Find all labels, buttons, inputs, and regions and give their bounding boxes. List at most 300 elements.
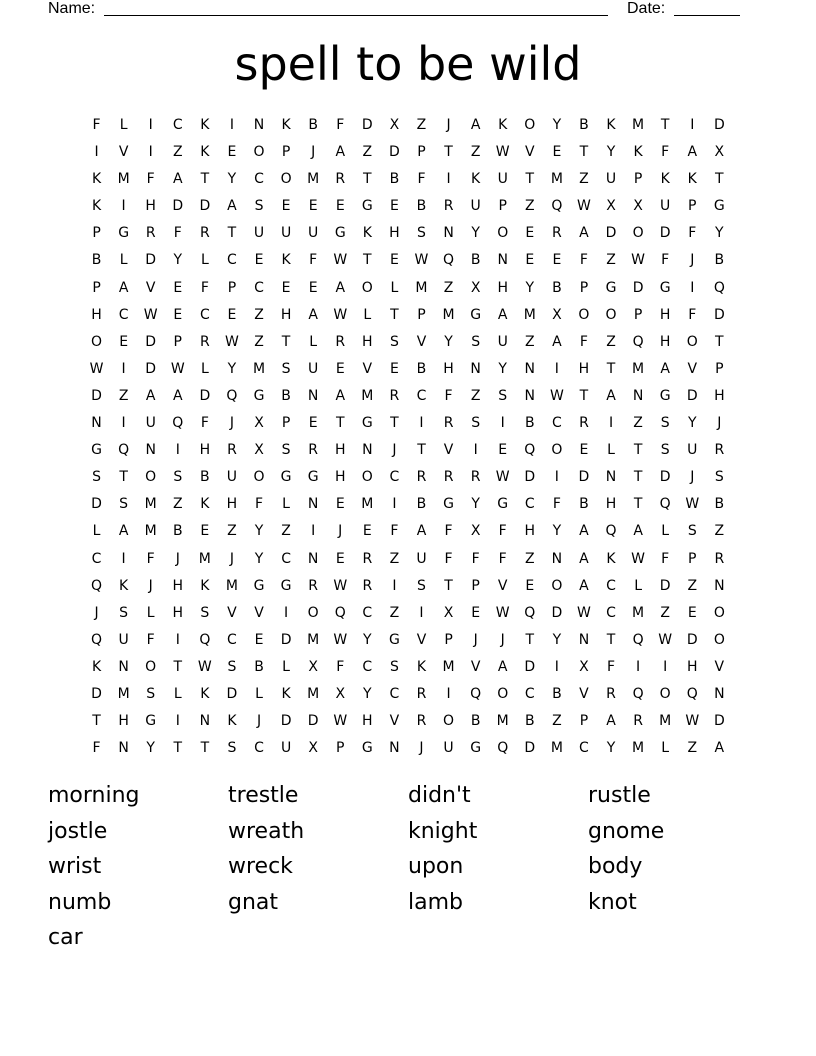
- grid-row: [83, 491, 733, 518]
- grid-letter: J: [311, 144, 316, 161]
- grid-letter: H: [524, 523, 536, 540]
- grid-letter: E: [308, 415, 318, 432]
- grid-letter: S: [119, 496, 129, 513]
- grid-letter: P: [281, 415, 291, 432]
- grid-letter: P: [498, 198, 507, 215]
- grid-letter: H: [334, 469, 346, 486]
- grid-letter: L: [607, 442, 615, 459]
- grid-letter: I: [608, 415, 614, 432]
- grid-letter: B: [308, 117, 318, 133]
- grid-letter: W: [658, 631, 673, 648]
- grid-letter: P: [281, 144, 291, 161]
- grid-letter: Z: [687, 740, 698, 757]
- grid-letter: F: [444, 387, 453, 404]
- grid-letter: Z: [687, 577, 698, 594]
- grid-letter: S: [389, 333, 399, 350]
- grid-letter: I: [636, 658, 641, 675]
- grid-letter: Q: [172, 415, 184, 432]
- grid-letter: M: [307, 685, 320, 702]
- grid-letter: M: [144, 496, 157, 513]
- grid-letter: H: [334, 442, 346, 459]
- grid-letter: S: [146, 685, 156, 702]
- grid-letter: T: [200, 171, 210, 188]
- grid-letter: O: [551, 577, 563, 594]
- grid-letter: W: [143, 306, 158, 323]
- grid-letter: G: [361, 415, 373, 432]
- grid-letter: M: [307, 631, 320, 648]
- grid-letter: J: [717, 415, 722, 432]
- grid-letter: I: [419, 415, 424, 432]
- grid-letter: H: [199, 442, 211, 459]
- grid-letter: E: [552, 252, 562, 269]
- grid-letter: U: [416, 550, 427, 567]
- grid-letter: P: [688, 550, 697, 567]
- grid-letter: F: [606, 658, 616, 675]
- grid-letter: F: [417, 171, 426, 188]
- grid-letter: D: [686, 631, 698, 648]
- grid-letter: D: [551, 604, 563, 621]
- grid-letter: S: [281, 442, 291, 459]
- grid-letter: R: [606, 685, 616, 702]
- grid-letter: D: [659, 577, 671, 594]
- grid-letter: U: [687, 442, 698, 459]
- word-list-item: knight: [408, 818, 478, 844]
- grid-letter: L: [634, 577, 642, 594]
- grid-letter: X: [470, 523, 481, 540]
- grid-letter: Q: [443, 252, 455, 269]
- grid-letter: I: [392, 577, 397, 594]
- grid-letter: J: [229, 550, 234, 567]
- grid-letter: W: [333, 306, 348, 323]
- grid-letter: F: [146, 550, 155, 567]
- grid-letter: I: [473, 442, 478, 459]
- grid-letter: C: [362, 604, 373, 621]
- grid-letter: E: [281, 198, 291, 215]
- grid-letter: S: [417, 577, 426, 594]
- grid-letter: Y: [227, 360, 237, 377]
- grid-letter: W: [549, 387, 564, 404]
- grid-letter: A: [579, 550, 589, 567]
- grid-letter: A: [118, 523, 129, 540]
- grid-letter: U: [118, 631, 129, 648]
- word-list-item: wrist: [48, 854, 102, 879]
- grid-letter: V: [687, 360, 698, 377]
- grid-letter: J: [690, 469, 695, 486]
- grid-letter: M: [496, 713, 509, 730]
- grid-letter: P: [633, 171, 643, 188]
- grid-letter: W: [631, 550, 646, 567]
- grid-letter: B: [524, 713, 535, 730]
- grid-letter: I: [148, 144, 153, 161]
- grid-letter: I: [663, 658, 668, 675]
- grid-letter: E: [173, 306, 183, 323]
- grid-letter: P: [633, 306, 643, 323]
- grid-letter: E: [471, 604, 481, 621]
- word-list-item: car: [48, 925, 83, 950]
- grid-letter: J: [473, 631, 478, 648]
- grid-letter: T: [363, 171, 372, 188]
- grid-letter: H: [714, 387, 725, 404]
- grid-letter: Z: [579, 171, 589, 188]
- grid-letter: C: [389, 469, 400, 486]
- grid-letter: M: [632, 740, 645, 757]
- grid-row: [83, 681, 733, 708]
- grid-letter: T: [227, 225, 237, 242]
- grid-letter: S: [227, 658, 237, 675]
- grid-letter: I: [690, 117, 695, 133]
- grid-letter: Y: [444, 333, 453, 350]
- grid-letter: L: [661, 740, 670, 757]
- grid-letter: D: [145, 360, 157, 377]
- grid-letter: P: [471, 577, 480, 594]
- grid-letter: K: [200, 144, 210, 161]
- grid-letter: T: [444, 144, 453, 161]
- grid-letter: O: [307, 604, 319, 621]
- name-blank-line: [104, 15, 608, 16]
- grid-letter: T: [390, 306, 399, 323]
- grid-letter: T: [633, 496, 643, 513]
- grid-letter: F: [498, 523, 507, 540]
- grid-letter: U: [660, 198, 671, 215]
- grid-row: [83, 329, 733, 356]
- grid-letter: S: [417, 225, 426, 242]
- grid-letter: Z: [524, 198, 535, 215]
- grid-letter: R: [335, 333, 346, 350]
- grid-letter: P: [92, 225, 101, 242]
- grid-letter: S: [471, 415, 481, 432]
- word-list-item: gnome: [588, 818, 665, 844]
- grid-letter: O: [524, 117, 536, 133]
- grid-letter: J: [419, 740, 424, 757]
- grid-letter: G: [605, 279, 617, 296]
- grid-letter: F: [552, 496, 561, 513]
- grid-letter: C: [254, 740, 264, 757]
- grid-letter: O: [145, 658, 157, 675]
- grid-letter: X: [579, 658, 589, 675]
- grid-letter: H: [172, 577, 184, 594]
- grid-letter: X: [254, 415, 264, 432]
- grid-letter: N: [253, 117, 265, 133]
- grid-letter: D: [199, 387, 211, 404]
- grid-letter: B: [281, 387, 291, 404]
- grid-letter: B: [470, 713, 481, 730]
- grid-letter: E: [335, 496, 345, 513]
- grid-letter: A: [606, 387, 616, 404]
- grid-letter: G: [443, 496, 454, 513]
- word-list-item: lamb: [408, 889, 463, 915]
- grid-letter: S: [660, 415, 670, 432]
- grid-letter: H: [362, 713, 373, 730]
- grid-letter: E: [119, 333, 129, 350]
- grid-letter: Q: [118, 442, 130, 459]
- grid-letter: E: [525, 252, 535, 269]
- grid-row: [83, 410, 733, 437]
- grid-letter: E: [525, 577, 535, 594]
- grid-letter: P: [715, 360, 724, 377]
- grid-letter: T: [92, 713, 101, 730]
- grid-letter: X: [335, 685, 346, 702]
- grid-letter: I: [554, 360, 559, 377]
- grid-letter: G: [91, 442, 102, 459]
- grid-row: [83, 708, 733, 735]
- grid-letter: S: [389, 658, 399, 675]
- grid-letter: K: [200, 117, 210, 133]
- grid-letter: R: [714, 442, 725, 459]
- grid-letter: N: [632, 387, 644, 404]
- grid-letter: S: [227, 740, 237, 757]
- grid-letter: O: [713, 631, 725, 648]
- grid-letter: I: [311, 523, 316, 540]
- grid-letter: X: [308, 740, 318, 757]
- grid-letter: W: [577, 604, 591, 621]
- grid-letter: D: [91, 387, 102, 404]
- grid-letter: N: [551, 550, 563, 567]
- grid-letter: W: [170, 360, 185, 377]
- grid-letter: T: [173, 658, 183, 675]
- grid-letter: A: [145, 387, 156, 404]
- grid-letter: G: [361, 198, 373, 215]
- grid-letter: C: [254, 279, 264, 296]
- grid-letter: A: [687, 144, 698, 161]
- grid-letter: V: [579, 685, 589, 702]
- grid-letter: O: [632, 225, 644, 242]
- grid-letter: N: [118, 740, 129, 757]
- grid-letter: F: [661, 252, 670, 269]
- grid-letter: W: [685, 713, 700, 730]
- grid-letter: C: [606, 604, 616, 621]
- grid-letter: H: [280, 306, 292, 323]
- grid-letter: D: [280, 713, 292, 730]
- grid-letter: A: [497, 306, 508, 323]
- grid-letter: H: [659, 333, 671, 350]
- grid-letter: T: [363, 252, 372, 269]
- grid-letter: Y: [471, 496, 480, 513]
- grid-row: [83, 546, 733, 573]
- word-list-item: trestle: [228, 783, 299, 808]
- grid-letter: C: [389, 685, 400, 702]
- grid-letter: Q: [686, 685, 698, 702]
- grid-letter: L: [282, 496, 290, 513]
- grid-row: [83, 302, 733, 329]
- grid-letter: T: [633, 469, 643, 486]
- grid-letter: Z: [552, 713, 562, 730]
- grid-letter: V: [362, 360, 373, 377]
- grid-letter: I: [175, 442, 180, 459]
- grid-letter: T: [715, 333, 724, 350]
- grid-letter: D: [145, 252, 157, 269]
- grid-letter: R: [416, 685, 427, 702]
- grid-letter: K: [606, 117, 616, 133]
- word-list-item: jostle: [48, 818, 108, 844]
- grid-letter: Y: [525, 279, 535, 296]
- grid-letter: Z: [362, 144, 373, 161]
- grid-letter: J: [446, 117, 451, 133]
- grid-letter: N: [714, 685, 725, 702]
- grid-letter: K: [633, 144, 643, 161]
- grid-letter: L: [363, 306, 372, 323]
- grid-letter: P: [417, 144, 426, 161]
- grid-letter: C: [551, 415, 562, 432]
- grid-letter: C: [91, 550, 102, 567]
- grid-letter: K: [687, 171, 697, 188]
- grid-letter: R: [199, 225, 210, 242]
- grid-letter: D: [605, 225, 617, 242]
- grid-letter: E: [308, 198, 318, 215]
- grid-letter: Q: [632, 333, 644, 350]
- grid-letter: F: [471, 550, 480, 567]
- grid-letter: K: [200, 496, 210, 513]
- grid-letter: T: [525, 631, 535, 648]
- grid-letter: E: [335, 360, 345, 377]
- grid-letter: A: [172, 387, 183, 404]
- grid-letter: Y: [715, 225, 724, 242]
- grid-letter: E: [227, 306, 237, 323]
- grid-letter: N: [145, 442, 156, 459]
- grid-letter: T: [715, 171, 724, 188]
- grid-letter: N: [578, 631, 590, 648]
- grid-letter: A: [335, 279, 346, 296]
- grid-letter: E: [362, 523, 372, 540]
- grid-row: [83, 518, 733, 545]
- grid-letter: Z: [524, 550, 535, 567]
- grid-letter: P: [336, 740, 345, 757]
- grid-letter: T: [390, 415, 399, 432]
- grid-letter: C: [227, 631, 237, 648]
- grid-letter: V: [145, 279, 156, 296]
- grid-letter: B: [254, 658, 264, 675]
- grid-letter: Z: [660, 604, 670, 621]
- grid-letter: Y: [498, 360, 507, 377]
- word-list-item: didn't: [408, 783, 471, 808]
- grid-letter: O: [145, 469, 157, 486]
- grid-letter: B: [552, 685, 562, 702]
- grid-letter: W: [333, 252, 348, 269]
- grid-row: [83, 356, 733, 383]
- header-line: [48, 0, 748, 22]
- grid-letter: L: [119, 117, 128, 133]
- grid-letter: W: [685, 496, 700, 513]
- grid-letter: Z: [389, 604, 400, 621]
- grid-letter: B: [579, 496, 589, 513]
- grid-letter: W: [225, 333, 239, 350]
- grid-letter: Z: [172, 496, 183, 513]
- grid-letter: M: [361, 387, 374, 404]
- grid-letter: N: [524, 387, 536, 404]
- grid-letter: T: [579, 387, 589, 404]
- grid-letter: O: [713, 604, 725, 621]
- grid-letter: C: [199, 306, 210, 323]
- grid-letter: C: [227, 252, 237, 269]
- grid-letter: R: [335, 171, 346, 188]
- grid-letter: X: [633, 198, 643, 215]
- grid-letter: G: [497, 496, 509, 513]
- grid-letter: V: [227, 604, 237, 621]
- grid-letter: I: [148, 117, 153, 133]
- grid-letter: D: [659, 469, 671, 486]
- word-list-item: rustle: [588, 783, 651, 808]
- letter-grid: [83, 112, 733, 762]
- grid-letter: D: [280, 631, 292, 648]
- grid-letter: V: [525, 144, 535, 161]
- grid-letter: Y: [173, 252, 183, 269]
- grid-letter: N: [605, 469, 617, 486]
- grid-letter: T: [660, 117, 670, 133]
- grid-letter: X: [308, 658, 318, 675]
- grid-letter: M: [523, 306, 536, 323]
- word-list-item: numb: [48, 889, 112, 915]
- grid-letter: D: [524, 658, 536, 675]
- grid-letter: M: [198, 550, 211, 567]
- grid-letter: I: [94, 144, 99, 161]
- grid-letter: A: [579, 225, 589, 242]
- grid-letter: L: [255, 685, 263, 702]
- grid-row: [83, 112, 733, 139]
- grid-letter: V: [416, 631, 427, 648]
- grid-letter: A: [633, 523, 643, 540]
- grid-letter: D: [199, 198, 211, 215]
- grid-letter: D: [172, 198, 184, 215]
- word-list-item: wreck: [228, 854, 293, 879]
- grid-letter: G: [253, 387, 265, 404]
- grid-letter: Q: [551, 198, 563, 215]
- grid-letter: H: [118, 713, 129, 730]
- grid-letter: H: [605, 496, 617, 513]
- grid-letter: M: [550, 740, 563, 757]
- grid-letter: D: [307, 713, 319, 730]
- grid-letter: V: [389, 713, 400, 730]
- grid-letter: U: [253, 225, 265, 242]
- grid-letter: F: [688, 225, 697, 242]
- grid-letter: B: [714, 252, 725, 269]
- grid-letter: E: [335, 550, 345, 567]
- grid-letter: E: [498, 442, 508, 459]
- grid-letter: Q: [226, 387, 238, 404]
- grid-row: [83, 627, 733, 654]
- grid-letter: R: [362, 577, 373, 594]
- grid-letter: E: [281, 279, 291, 296]
- grid-letter: V: [470, 658, 481, 675]
- grid-letter: J: [256, 713, 262, 730]
- grid-letter: S: [687, 523, 697, 540]
- grid-letter: K: [200, 577, 210, 594]
- grid-letter: C: [416, 387, 427, 404]
- grid-letter: R: [443, 415, 454, 432]
- grid-letter: I: [500, 415, 505, 432]
- grid-letter: D: [145, 333, 157, 350]
- grid-letter: Z: [227, 523, 237, 540]
- grid-letter: Z: [714, 523, 725, 540]
- grid-letter: W: [197, 658, 212, 675]
- grid-letter: O: [91, 333, 103, 350]
- grid-letter: E: [254, 631, 264, 648]
- grid-letter: K: [362, 225, 372, 242]
- grid-letter: K: [281, 685, 291, 702]
- grid-letter: K: [91, 658, 102, 675]
- name-label: Name:: [48, 0, 96, 17]
- grid-letter: B: [714, 496, 725, 513]
- grid-letter: I: [175, 713, 180, 730]
- grid-letter: K: [606, 550, 616, 567]
- grid-letter: F: [173, 225, 182, 242]
- grid-letter: M: [225, 577, 238, 594]
- grid-letter: A: [416, 523, 427, 540]
- grid-letter: O: [497, 225, 509, 242]
- grid-letter: E: [173, 279, 183, 296]
- grid-letter: U: [280, 740, 292, 757]
- grid-letter: R: [308, 442, 319, 459]
- grid-letter: X: [443, 604, 454, 621]
- grid-letter: D: [524, 469, 536, 486]
